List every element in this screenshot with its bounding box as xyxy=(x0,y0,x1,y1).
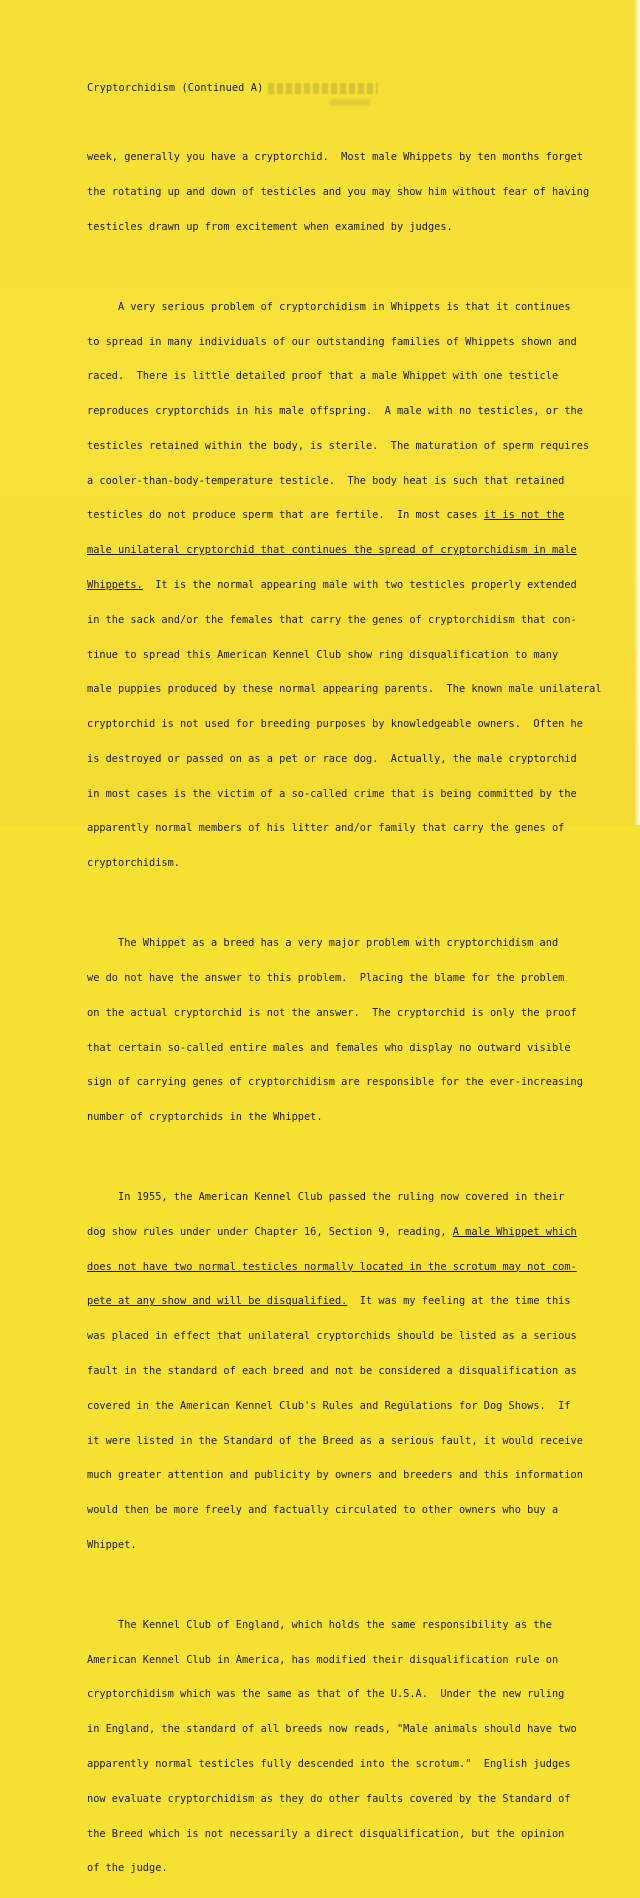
text-line: to spread in many individuals of our outstanding families of Whippets shown and xyxy=(87,335,577,348)
text-line: tinue to spread this American Kennel Club show ring disqualification to many xyxy=(87,648,559,661)
text-line: in the sack and/or the females that carry the genes of cryptorchidism that con- xyxy=(87,613,577,626)
line-text: dog show rules under under Chapter 16, Section 9, reading, xyxy=(87,1225,453,1238)
text-line: American Kennel Club in America, has modified their disqualification rule on xyxy=(87,1653,559,1666)
underlined-text: pete at any show and will be disqualified. xyxy=(87,1295,348,1308)
text-line: week, generally you have a cryptorchid. Most male Whippets by ten months forget xyxy=(87,151,583,164)
text-line: reproduces cryptorchids in his male offspring. A male with no testicles, or the xyxy=(87,405,583,418)
text-line: A very serious problem of cryptorchidism in Whippets is that it continues xyxy=(87,300,571,313)
text-line: In 1955, the American Kennel Club passed the ruling now covered in their xyxy=(87,1191,565,1204)
text-line: cryptorchidism. xyxy=(87,857,180,870)
text-line: was placed in effect that unilateral cryptorchids should be listed as a serious xyxy=(87,1330,577,1343)
paragraph-3 xyxy=(87,915,587,1147)
paragraph-1 xyxy=(87,129,590,257)
text-line: much greater attention and publicity by owners and breeders and this information xyxy=(87,1469,583,1482)
underlined-text: it is not the xyxy=(483,509,565,522)
text-line: The Kennel Club of England, which holds the same responsibility as the xyxy=(87,1618,552,1631)
page-edge xyxy=(634,0,640,825)
ink-smudge xyxy=(268,83,378,94)
text-line: would then be more freely and factually circulated to other owners who buy a xyxy=(87,1504,559,1517)
text-line xyxy=(87,545,587,557)
text-line: number of cryptorchids in the Whippet. xyxy=(87,1111,323,1124)
text-line: on the actual cryptorchid is not the answer. The cryptorchid is only the proof xyxy=(87,1006,577,1019)
text-line xyxy=(87,1262,587,1274)
text-line: testicles drawn up from excitement when examined by judges. xyxy=(87,220,453,233)
text-line: in England, the standard of all breeds now reads, "Male animals should have two xyxy=(87,1723,577,1736)
line-text: It was my feeling at the time this xyxy=(347,1295,571,1308)
text-line: a cooler-than-body-temperature testicle. The body heat is such that retained xyxy=(87,474,565,487)
text-line: covered in the American Kennel Club's Rules and Regulations for Dog Shows. If xyxy=(87,1399,571,1412)
paragraph-4 xyxy=(87,1169,587,1575)
line-text: testicles do not produce sperm that are fertile. In most cases xyxy=(87,509,484,522)
text-line: that certain so-called entire males and females who display no outward visible xyxy=(87,1041,571,1054)
text-line: the Breed which is not necessarily a direct disqualification, but the opinion xyxy=(87,1827,565,1840)
underlined-text: does not have two normal testicles normally located in the scrotum may not com- xyxy=(87,1260,577,1273)
text-line: now evaluate cryptorchidism as they do other faults covered by the Standard of xyxy=(87,1792,571,1805)
paragraph-5 xyxy=(87,1597,587,1898)
paragraph-2 xyxy=(87,279,602,893)
text-line: The Whippet as a breed has a very major problem with cryptorchidism and xyxy=(87,937,559,950)
text-line xyxy=(87,1227,587,1239)
text-line: cryptorchidism which was the same as that of the U.S.A. Under the new ruling xyxy=(87,1688,565,1701)
underlined-text: male unilateral cryptorchid that continues the spread of cryptorchidism in male xyxy=(87,544,577,557)
text-line: cryptorchid is not used for breeding purposes by knowledgeable owners. Often he xyxy=(87,718,583,731)
text-line: we do not have the answer to this problem. Placing the blame for the problem xyxy=(87,971,565,984)
page-header: Cryptorchidism (Continued A) xyxy=(87,82,264,94)
text-line: male puppies produced by these normal appearing parents. The known male unilateral xyxy=(87,683,602,696)
text-line: apparently normal testicles fully descended into the scrotum." English judges xyxy=(87,1757,571,1770)
text-line: sign of carrying genes of cryptorchidism are responsible for the ever-increasing xyxy=(87,1076,583,1089)
text-line: is destroyed or passed on as a pet or race dog. Actually, the male cryptorchid xyxy=(87,752,577,765)
text-line xyxy=(87,1296,587,1308)
text-line: in most cases is the victim of a so-called crime that is being committed by the xyxy=(87,787,577,800)
ink-smudge-small xyxy=(330,99,370,106)
text-line: testicles retained within the body, is sterile. The maturation of sperm requires xyxy=(87,439,590,452)
line-text: It is the normal appearing male with two testicles properly extended xyxy=(142,578,577,591)
text-line: of the judge. xyxy=(87,1862,168,1875)
text-line: the rotating up and down of testicles and you may show him without fear of having xyxy=(87,185,590,198)
underlined-text: A male Whippet which xyxy=(452,1225,577,1238)
text-line: it were listed in the Standard of the Breed as a serious fault, it would receive xyxy=(87,1434,583,1447)
document-body xyxy=(87,129,602,1898)
text-line: apparently normal members of his litter and/or family that carry the genes of xyxy=(87,822,565,835)
underlined-text: Whippets. xyxy=(87,578,143,591)
text-line: Whippet. xyxy=(87,1538,137,1551)
text-line: raced. There is little detailed proof that a male Whippet with one testicle xyxy=(87,370,559,383)
text-line xyxy=(87,580,587,592)
text-line xyxy=(87,510,587,522)
text-line: fault in the standard of each breed and not be considered a disqualification as xyxy=(87,1364,577,1377)
